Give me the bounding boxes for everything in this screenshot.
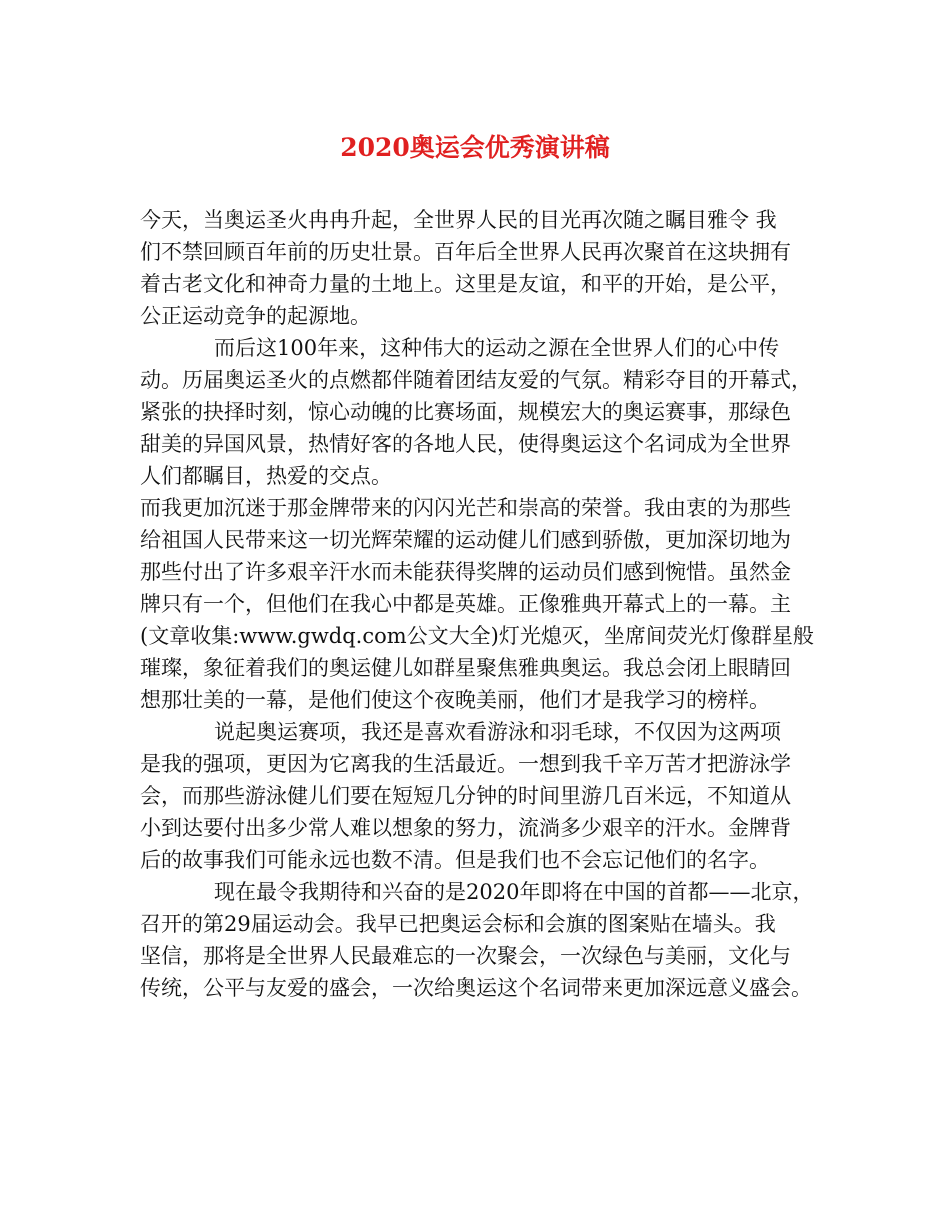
text-line: 动。历届奥运圣火的点燃都伴随着团结友爱的气氛。精彩夺目的开幕式，: [140, 368, 812, 392]
text-line: 今天，当奥运圣火冉冉升起，全世界人民的目光再次随之瞩目雅令 我: [140, 208, 777, 232]
text-line: 而我更加沉迷于那金牌带来的闪闪光芒和崇高的荣誉。我由衷的为那些: [140, 496, 791, 520]
text-line: 而后这100年来，这种伟大的运动之源在全世界人们的心中传: [214, 336, 780, 360]
text-line: 着古老文化和神奇力量的土地上。这里是友谊，和平的开始，是公平，: [140, 272, 791, 296]
text-line: 想那壮美的一幕，是他们使这个夜晚美丽，他们才是我学习的榜样。: [140, 688, 770, 712]
paragraph: [140, 332, 826, 492]
text-line: 说起奥运赛项，我还是喜欢看游泳和羽毛球，不仅因为这两项: [214, 720, 781, 744]
paragraph: [140, 492, 826, 716]
text-line: 公正运动竞争的起源地。: [140, 304, 371, 328]
text-line: 后的故事我们可能永远也数不清。但是我们也不会忘记他们的名字。: [140, 848, 770, 872]
text-line: 坚信，那将是全世界人民最难忘的一次聚会，一次绿色与美丽，文化与: [140, 944, 791, 968]
text-line: 给祖国人民带来这一切光辉荣耀的运动健儿们感到骄傲，更加深切地为: [140, 528, 791, 552]
paragraph: [140, 716, 826, 876]
text-line: 是我的强项，更因为它离我的生活最近。一想到我千辛万苦才把游泳学: [140, 752, 791, 776]
text-line: 召开的第29届运动会。我早已把奥运会标和会旗的图案贴在墙头。我: [140, 912, 776, 936]
text-line: 紧张的抉择时刻，惊心动魄的比赛场面，规模宏大的奥运赛事，那绿色: [140, 400, 791, 424]
text-line: 现在最令我期待和兴奋的是2020年即将在中国的首都——北京，: [214, 880, 814, 904]
text-line: 人们都瞩目，热爱的交点。: [140, 464, 392, 488]
text-line: 那些付出了许多艰辛汗水而未能获得奖牌的运动员们感到惋惜。虽然金: [140, 560, 791, 584]
text-line: 璀璨，象征着我们的奥运健儿如群星聚焦雅典奥运。我总会闭上眼睛回: [140, 656, 791, 680]
paragraph: [140, 876, 826, 1004]
text-line: 小到达要付出多少常人难以想象的努力，流淌多少艰辛的汗水。金牌背: [140, 816, 791, 840]
text-line: 们不禁回顾百年前的历史壮景。百年后全世界人民再次聚首在这块拥有: [140, 240, 791, 264]
text-line: 牌只有一个，但他们在我心中都是英雄。正像雅典开幕式上的一幕。主: [140, 592, 791, 616]
text-line: 甜美的异国风景，热情好客的各地人民，使得奥运这个名词成为全世界: [140, 432, 791, 456]
text-line: 会，而那些游泳健儿们要在短短几分钟的时间里游几百米远，不知道从: [140, 784, 791, 808]
document-title: 2020奥运会优秀演讲稿: [340, 133, 610, 162]
text-line: 传统，公平与友爱的盛会，一次给奥运这个名词带来更加深远意义盛会。: [140, 976, 812, 1000]
document-body: [140, 204, 826, 1004]
text-line: (文章收集:www.gwdq.com公文大全)灯光熄灭，坐席间荧光灯像群星般: [140, 624, 814, 648]
paragraph: [140, 204, 826, 332]
